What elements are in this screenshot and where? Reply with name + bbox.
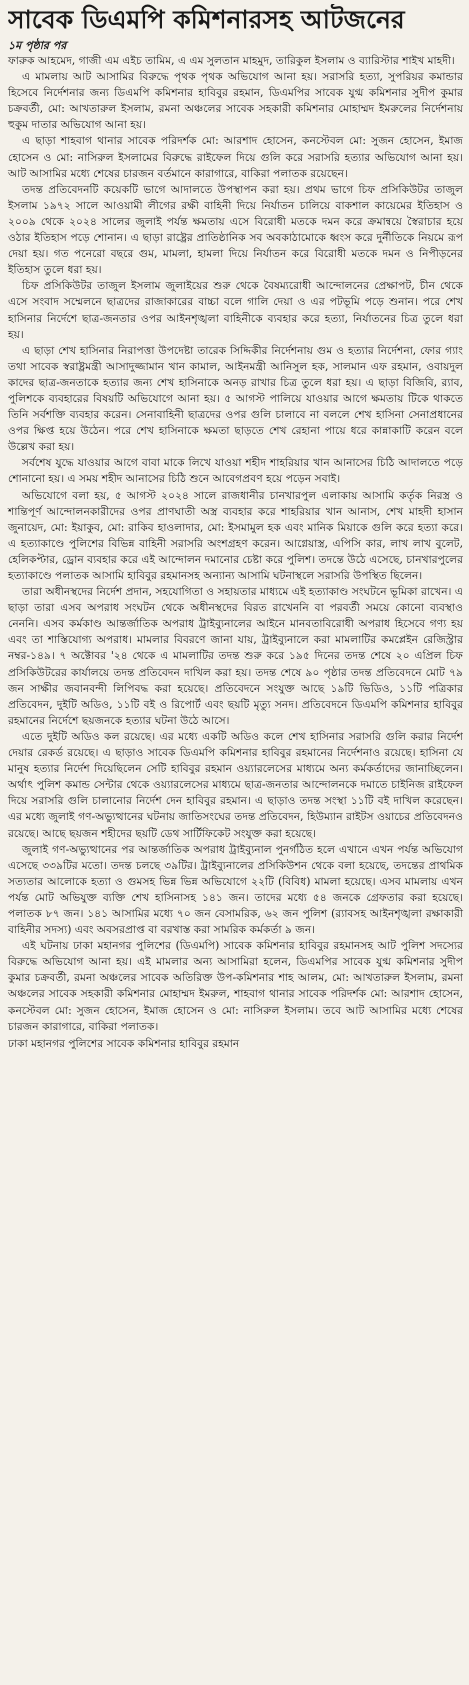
paragraph-12: এই ঘটনায় ঢাকা মহানগর পুলিশের (ডিএমপি) সাবেক কমিশনার হাবিবুর রহমানসহ আট পুলিশ সদস্যের বিরুদ্ধে অভিযোগ আনা হয়। এই মামলার অন্য আসামিরা হলেন, ডিএমপির সাবেক যুগ্ম কমিশনার সুদীপ কুমার চক্রবর্তী, রমনা অঞ্চলের সাবেক অতিরিক্ত উপ-কমিশনার শাহ আলম, মো: আখতারুল ইসলাম, রমনা অঞ্চলের সাবেক সহকারী কমিশনার মোহাম্মদ ইমরুল, শাহবাগ থানার সাবেক পরিদর্শক মো: আরশাদ হোসেন, কনস্টেবল মো: সুজন হোসেন, ইমাজ হোসেন ও মো: নাসিরুল ইসলাম। তবে আট আসামির মধ্যে শেষের চারজন কারাগারে, বাকিরা পলাতক।: [8, 939, 463, 1033]
paragraph-7: সর্বশেষ যুদ্ধে যাওয়ার আগে বাবা মাকে লিখে যাওয়া শহীদ শাহরিয়ার খান আনাসের চিঠি আদালতে পড়ে শোনানো হয়। এ সময় শহীদ আনাসের চিঠি শুনে আবেগপ্রবণ হয়ে পড়েন সবাই।: [8, 456, 463, 486]
paragraph-11: জুলাই গণ-অভ্যুত্থানের পর আন্তর্জাতিক অপরাধ ট্রাইব্যুনাল পুনর্গঠিত হলে এখানে এখন পর্যন্ত অভিযোগ এসেছে ৩৩৯টির মতো। তদন্ত চলছে ৩৯টির। ট্রাইব্যুনালের প্রসিকিউশন থেকে বলা হয়েছে, তদন্তের প্রাথমিক সত্যতার আলোকে হত্যা ও গুমসহ ভিন্ন ভিন্ন অভিযোগে ২২টি (বিবিধ) মামলা হয়েছে। এসব মামলায় এখন পর্যন্ত মোট অভিযুক্ত ব্যক্তি শেখ হাসিনাসহ ১৪১ জন। তাদের মধ্যে ৫৪ জনকে গ্রেফতার করা হয়েছে। পলাতক ৮৭ জন। ১৪১ আসামির মধ্যে ৭০ জন বেসামরিক, ৬২ জন পুলিশ (র‌্যাবসহ আইনশৃঙ্খলা রক্ষাকারী বাহিনীর সদস্য) এবং অবসরপ্রাপ্ত বা বরখাস্ত করা সামরিক কর্মকর্তা ৯ জন।: [8, 842, 463, 937]
paragraph-1: ফারুক আহমেদ, গাজী এম এইচ তামিম, এ এম সুলতান মাহমুদ, তারিকুল ইসলাম ও ব্যারিস্টার শাইখ মাহদী।: [8, 54, 455, 67]
paragraph-5: চিফ প্রসিকিউটর তাজুল ইসলাম জুলাইয়ের শুরু থেকে বৈষম্যরোধী আন্দোলনের প্রেক্ষাপট, চীন থেকে এসে সংবাদ সম্মেলনে ছাত্রদের রাজাকারের বাচ্চা বলে গালি দেয়া ও এর পটভূমি পড়ে শুনান। পরে শেখ হাসিনার নির্দেশে ছাত্র-জনতার ওপর আইনশৃঙ্খলা বাহিনীকে ব্যবহার করে হত্যা, নির্যাতনের চিত্র তুলে ধরা হয়।: [8, 279, 463, 341]
paragraph-10: এতে দুইটি অডিও কল রয়েছে। এর মধ্যে একটি অডিও কলে শেখ হাসিনার সরাসরি গুলি করার নির্দেশ দেয়ার রেকর্ড রয়েছে। এ ছাড়াও সাবেক ডিএমপি কমিশনার হাবিবুর রহমানের নির্দেশনাও রয়েছে। হাসিনা যে মানুষ হত্যার নির্দেশ দিয়েছিলেন সেটি হাবিবুর রহমান ওয়্যারলেসের মাধ্যমে অন্য কর্মকর্তাদের জানাচ্ছিলেন। অর্থাৎ পুলিশ কমান্ড সেন্টার থেকে ওয়্যারলেসের মাধ্যমে ছাত্র-জনতার আন্দোলনকে দমাতে চাইনিজ রাইফেল দিয়ে সরাসরি গুলি চালানোর নির্দেশ দেন হাবিবুর রহমান। এ ছাড়াও তদন্ত সংস্থা ১১টি বই দাখিল করেছেন। এর মধ্যে জুলাই গণ-অভ্যুত্থানের ঘটনায় জাতিসংঘের তদন্ত প্রতিবেদন, হিউম্যান রাইটস ওয়াচের প্রতিবেদনও রয়েছে। আছে ছয়জন শহীদের ছয়টি ডেথ সার্টিফিকেট সংযুক্ত করা হয়েছে।: [8, 729, 463, 840]
paragraph-6: এ ছাড়া শেখ হাসিনার নিরাপত্তা উপদেষ্টা তারেক সিদ্দিকীর নির্দেশনায় গুম ও হত্যার নির্দেশনা, ফোর গ্যাং তথা সাবেক স্বরাষ্ট্রমন্ত্রী আসাদুজ্জামান খান কামাল, আইনমন্ত্রী আনিসুল হক, সালমান এফ রহমান, ওবায়দুল কাদের ছাত্র-জনতাকে হত্যার জন্য শেখ হাসিনাকে অনড় রাখার চিত্র তুলে ধরা হয়। এ ছাড়া বিজিবি, র‌্যাব, পুলিশকে ব্যবহারের বিষয়টি অভিযোগে আনা হয়। ৫ আগস্ট পালিয়ে যাওয়ার আগে ক্ষমতায় টিকে থাকতে তিনি সর্বশক্তি ব্যবহার করেন। সেনাবাহিনী ছাত্রদের ওপর গুলি চালাবে না বললে শেখ হাসিনা সেনাপ্রধানের ওপর ক্ষিপ্ত হয়ে উঠেন। পরে শেখ হাসিনাকে ক্ষমতা ছাড়তে শেখ রেহানা পায়ে ধরে কান্নাকাটি করেন বলে উল্লেখ করা হয়।: [8, 343, 463, 454]
paragraph-2: এ মামলায় আট আসামির বিরুদ্ধে পৃথক পৃথক অভিযোগ আনা হয়। সরাসরি হত্যা, সুপরিয়র কমান্ডার হিসেবে নির্দেশনার জন্য ডিএমপি কমিশনার হাবিবুর রহমান, ডিএমপির সাবেক যুগ্ম কমিশনার সুদীপ কুমার চক্রবর্তী, মো: আখতারুল ইসলাম, রমনা অঞ্চলের সাবেক সহকারী কমিশনার মোহাম্মদ ইমরুলের নির্দেশনায় হুকুম দাতার অভিযোগ আনা হয়।: [8, 70, 463, 132]
continuation-note: ১ম পৃষ্ঠার পর: [8, 39, 67, 52]
cut-off-line: ঢাকা মহানগর পুলিশের সাবেক কমিশনার হাবিবুর রহমান: [8, 1036, 240, 1050]
headline: সাবেক ডিএমপি কমিশনারসহ আটজনের: [8, 5, 405, 34]
paragraph-4: তদন্ত প্রতিবেদনটি কয়েকটি ভাগে আদালতে উপস্থাপন করা হয়। প্রথম ভাগে চিফ প্রসিকিউটর তাজুল ইসলাম ১৯৭২ সালে আওয়ামী লীগের রক্ষী বাহিনী দিয়ে নির্যাতন চালিয়ে বাকশাল কায়েমের ইতিহাস ও ২০০৯ থেকে ২০২৪ সালের জুলাই পর্যন্ত ক্ষমতায় এসে বিরোধী মতকে দমন করে ক্রমান্বয়ে স্বৈরাচার হয়ে ওঠার ইতিহাস পড়ে শোনান। এ ছাড়া রাষ্ট্রের প্রাতিষ্ঠানিক সব অবকাঠামোকে ধ্বংস করে দুর্নীতিকে নিয়মে রূপ দেয়া হয়। গত পনেরো বছরে গুম, মামলা, হামলা দিয়ে নির্যাতন করে বিরোধী মতকে দমন ও নিপীড়নের ইতিহাস তুলে ধরা হয়।: [8, 182, 463, 277]
paragraph-9: তারা অধীনস্থদের নির্দেশ প্রদান, সহযোগিতা ও সহায়তার মাধ্যমে এই হত্যাকাণ্ড সংঘটনে ভূমিকা রাখেন। এ ছাড়া তারা এসব অপরাধ সংঘটন থেকে অধীনস্থদের বিরত রাখেননি বা পরবর্তী সময়ে কোনো ব্যবস্থাও নেননি। এসব কর্মকাণ্ড আন্তর্জাতিক অপরাধ ট্রাইব্যুনালের আইনে মানবতাবিরোধী অপরাধ হিসেবে গণ্য হয় এবং তা শাস্তিযোগ্য অপরাধ। মামলার বিবরণে জানা যায়, ট্রাইব্যুনালে করা মামলাটির কমপ্লেইন রেজিস্ট্রার নম্বর-১৪৯। ৭ অক্টোবর '২৪ থেকে এ মামলাটির তদন্ত শুরু করে ১৯৫ দিনের তদন্ত শেষে ২০ এপ্রিল চিফ প্রসিকিউটরের কার্যালয়ে তদন্ত প্রতিবেদন দাখিল করা হয়। তদন্ত শেষে ৯০ পৃষ্ঠার তদন্ত প্রতিবেদনে মোট ৭৯ জন সাক্ষীর জবানবন্দী লিপিবদ্ধ করা হয়েছে। প্রতিবেদনে সংযুক্ত আছে ১৯টি ভিডিও, ১১টি পত্রিকার প্রতিবেদন, দুইটি অডিও, ১১টি বই ও রিপোর্ট এবং ছয়টি মৃত্যু সনদ। প্রতিবেদনে ডিএমপি কমিশনার হাবিবুর রহমানের নির্দেশে ছয়জনকে হত্যার ঘটনা উঠে আসে।: [8, 585, 463, 727]
article-body: [8, 53, 463, 1035]
paragraph-8: অভিযোগে বলা হয়, ৫ আগস্ট ২০২৪ সালে রাজধানীর চানখারপুল এলাকায় আসামি কর্তৃক নিরস্ত্র ও শান্তিপূর্ণ আন্দোলনকারীদের ওপর প্রাণঘাতী অস্ত্র ব্যবহার করে শাহরিয়ার খান আনাস, শেখ মাহদী হাসান জুনায়েদ, মো: ইয়াকুব, মো: রাকিব হাওলাদার, মো: ইসমামুল হক এবং মানিক মিয়াকে গুলি করে হত্যা করে। এ হত্যাকাণ্ডে পুলিশের বিভিন্ন বাহিনী সরাসরি অংশগ্রহণ করেন। আগ্নেয়াস্ত্র, এপিসি কার, লাখ লাখ বুলেট, হেলিকপ্টার, ড্রোন ব্যবহার করে এই আন্দোলন দমানোর চেষ্টা করে পুলিশ। তদন্তে উঠে এসেছে, চানখারপুলের হত্যাকাণ্ডে পলাতক আসামি হাবিবুর রহমানসহ অন্যান্য আসামি ঘটনাস্থলে সরাসরি উপস্থিত ছিলেন।: [8, 488, 463, 582]
paragraph-3: এ ছাড়া শাহবাগ থানার সাবেক পরিদর্শক মো: আরশাদ হোসেন, কনস্টেবল মো: সুজন হোসেন, ইমাজ হোসেন ও মো: নাসিরুল ইসলামের বিরুদ্ধে রাইফেল দিয়ে গুলি করে সরাসরি হত্যার অভিযোগ আনা হয়। আট আসামির মধ্যে শেষের চারজন বর্তমানে কারাগারে, বাকিরা পলাতক রয়েছেন।: [8, 134, 463, 180]
